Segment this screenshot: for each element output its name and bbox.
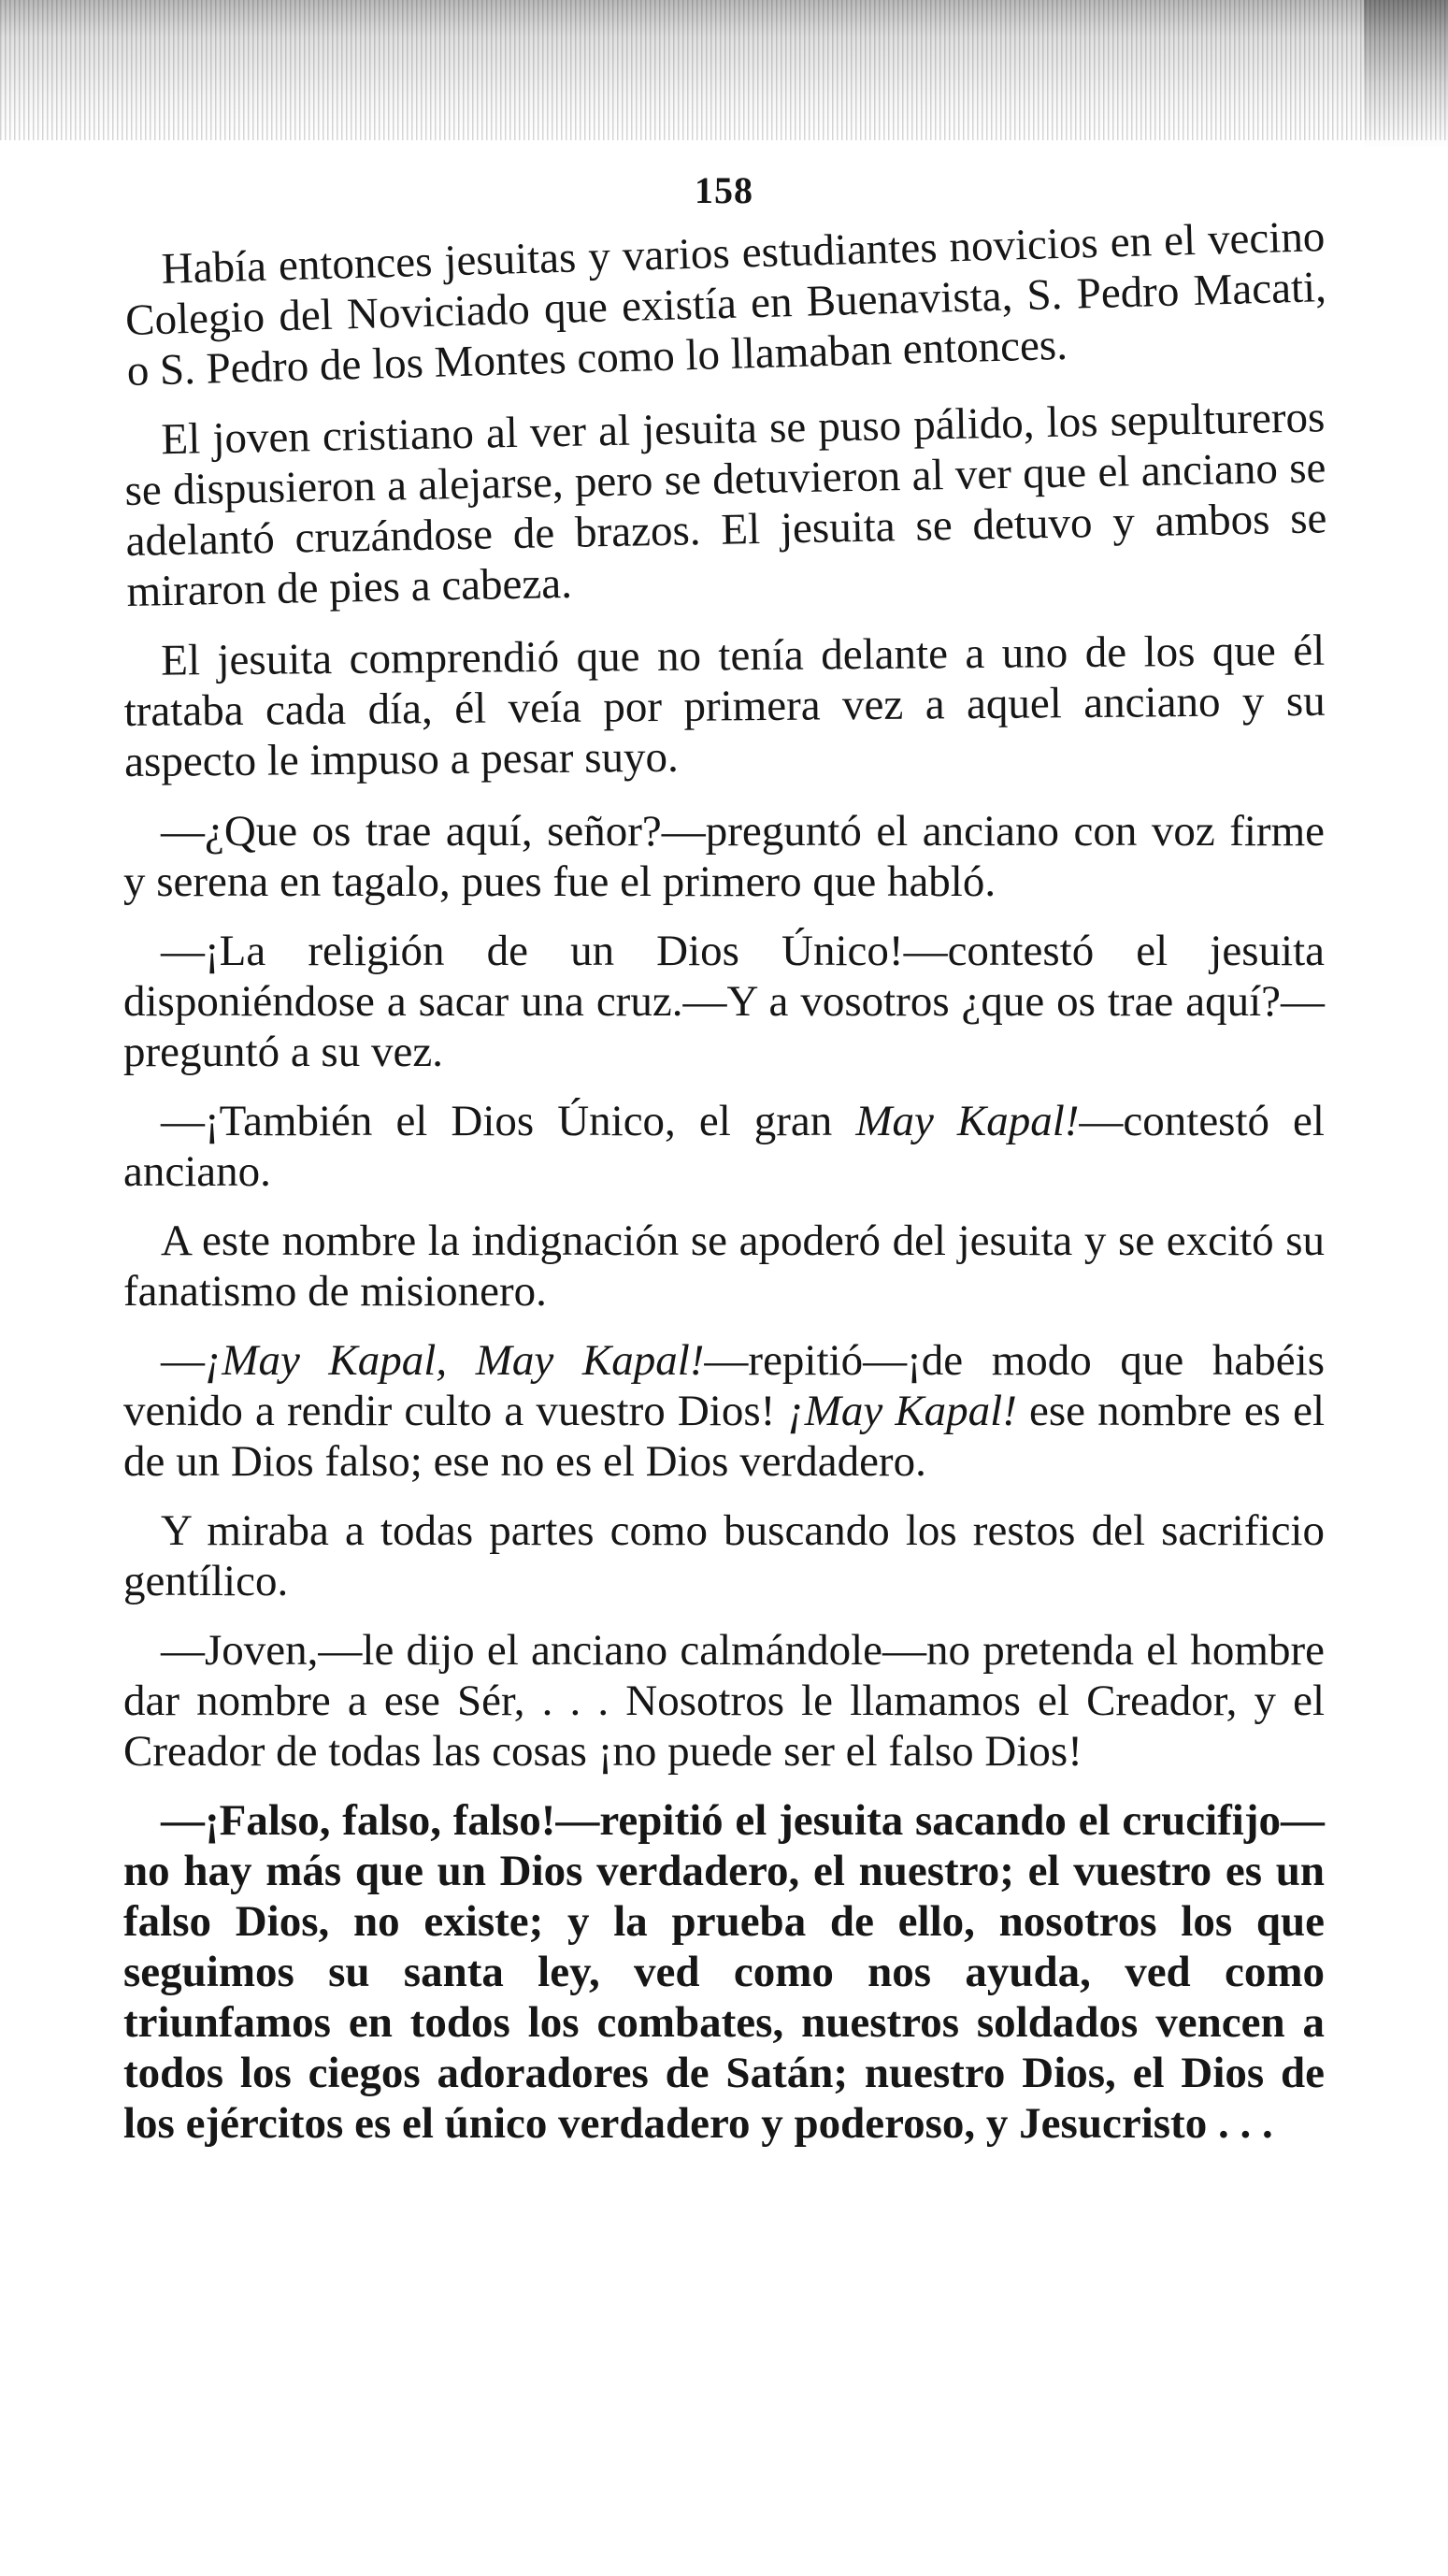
paragraph: —Joven,—le dijo el anciano calmándole—no pretenda el hombre dar nombre a ese Sér, . . . Nosotros le llamamos el Creador, y el Creador de todas las cosas ¡no puede ser el falso Dios! xyxy=(123,1626,1325,1776)
paragraph: A este nombre la indignación se apoderó del jesuita y se excitó su fanatismo de misionero. xyxy=(123,1216,1325,1316)
scan-noise-edge xyxy=(0,0,1448,140)
paragraph: El joven cristiano al ver al jesuita se puso pálido, los sepultureros se dispusieron a alejarse, pero se detuvieron al ver que el anciano se adelantó cruzándose de brazos. El jesuita se detuvo y ambos se miraron de pies a cabeza. xyxy=(124,393,1327,616)
italic-run: ¡May Kapal! xyxy=(787,1387,1017,1435)
paragraph: —¡Falso, falso, falso!—repitió el jesuita sacando el crucifijo—no hay más que un Dios verdadero, el nuestro; el vuestro es un falso Dios, no existe; y la prueba de ello, nosotros los que seguimos su santa ley, ved como nos ayuda, ved como triunfamos en todos los combates, nuestros soldados vencen a todos los ciegos adoradores de Satán; nuestro Dios, el Dios de los ejércitos es el único verdadero y poderoso, y Jesucristo . . . xyxy=(123,1796,1325,2148)
text-run: —¡También el Dios Único, el gran xyxy=(161,1097,856,1145)
paragraph xyxy=(123,1335,1325,1487)
paragraph: El jesuita comprendió que no tenía delante a uno de los que él trataba cada día, él veía por primera vez a aquel anciano y su aspecto le impuso a pesar suyo. xyxy=(123,626,1326,786)
paragraph: —¡La religión de un Dios Único!—contestó el jesuita disponiéndose a sacar una cruz.—Y a vosotros ¿que os trae aquí?—preguntó a su vez. xyxy=(123,927,1325,1076)
paragraph: —¿Que os trae aquí, señor?—preguntó el anciano con voz firme y serena en tagalo, pues fue el primero que habló. xyxy=(123,807,1325,906)
scan-shadow-corner xyxy=(1364,0,1448,150)
paragraph: Y miraba a todas partes como buscando los restos del sacrificio gentílico. xyxy=(123,1506,1325,1605)
paragraph: Había entonces jesuitas y varios estudiantes novicios en el vecino Colegio del Noviciado que existía en Buenavista, S. Pedro Macati, o S. Pedro de los Montes como lo llamaban entonces. xyxy=(124,212,1327,396)
text-run: —contestó el anciano. xyxy=(123,1097,1325,1196)
paragraph xyxy=(123,1096,1325,1197)
text-run: ese nombre es el de un Dios falso; ese no es el Dios verdadero. xyxy=(123,1387,1325,1486)
page-number: 158 xyxy=(695,169,753,211)
text-run: — xyxy=(161,1336,205,1385)
italic-run: May Kapal! xyxy=(855,1097,1080,1145)
text-run: —repitió—¡de modo que habéis venido a rendir culto a vuestro Dios! xyxy=(123,1336,1325,1435)
body-text xyxy=(123,212,1327,2167)
italic-run: ¡May Kapal, May Kapal! xyxy=(205,1336,705,1385)
